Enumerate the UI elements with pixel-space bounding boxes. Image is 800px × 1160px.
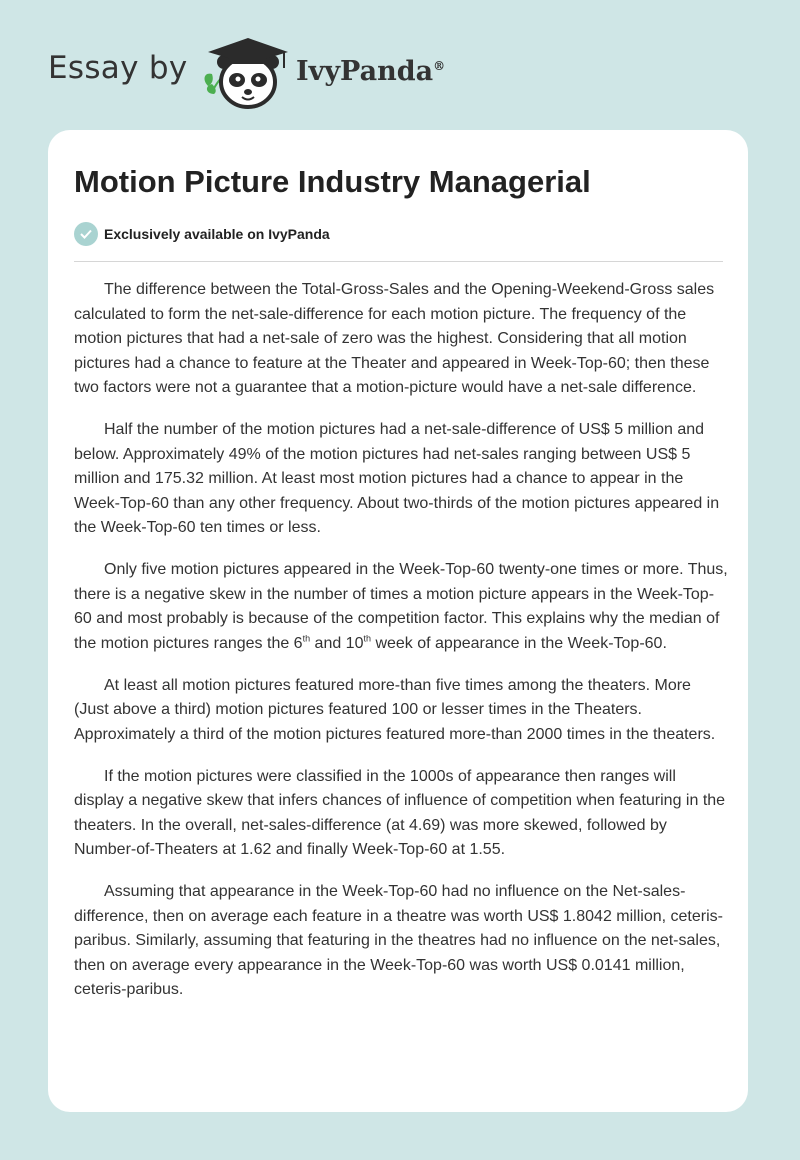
paragraph-text: Only five motion pictures appeared in the Week-Top-60 twenty-one times or more. Thus, there is a negative skew in the number of times a motion picture appears in the Week-Top-60 and most probably is because of the competition factor. This explains why the median of the motion pictures ranges the 6	[74, 561, 728, 652]
registered-mark: ®	[433, 59, 446, 73]
brand-text: IvyPanda	[296, 56, 434, 87]
paragraph	[74, 558, 728, 656]
paragraph-text: and 10	[310, 634, 364, 652]
site-header	[0, 0, 800, 130]
paragraph: Assuming that appearance in the Week-Top-60 had no influence on the Net-sales-difference, then on average each feature in a theatre was worth US$ 1.8042 million, ceteris-paribus. Similarly, assuming that featuring in the theatres had no influence on the net-sales, then on average every appearance in the Week-Top-60 was worth US$ 0.0141 million, ceteris-paribus.	[74, 883, 723, 998]
page-title: Motion Picture Industry Managerial	[74, 164, 591, 199]
check-circle-icon	[74, 222, 98, 246]
brand-name[interactable]	[296, 56, 445, 87]
ordinal-suffix: th	[302, 633, 311, 644]
exclusive-badge	[74, 222, 330, 246]
essay-card	[48, 130, 748, 1112]
title-divider	[74, 261, 723, 262]
exclusive-badge-label: Exclusively available on IvyPanda	[104, 226, 330, 242]
paragraph: If the motion pictures were classified in the 1000s of appearance then ranges will display a negative skew that infers chances of influence of competition when featuring in the theaters. In the overall, net-sales-difference (at 4.69) was more skewed, followed by Number-of-Theaters at 1.62 and finally Week-Top-60 at 1.55.	[74, 767, 726, 858]
paragraph: The difference between the Total-Gross-Sales and the Opening-Weekend-Gross sales calculated to form the net-sale-difference for each motion picture. The frequency of the motion pictures that had a net-sale of zero was the highest. Considering that all motion pictures had a chance to feature at the Theater and appeared in Week-Top-60; then these two factors were not a guarantee that a motion-picture would have a net-sale difference.	[74, 281, 715, 396]
ivypanda-logo-icon[interactable]	[200, 34, 296, 110]
paragraph: At least all motion pictures featured more-than five times among the theaters. More (Just above a third) motion pictures featured 100 or lesser times in the Theaters. Approximately a third of the motion pictures featured more-than 2000 times in the theaters.	[74, 676, 716, 743]
paragraph: Half the number of the motion pictures had a net-sale-difference of US$ 5 million and below. Approximately 49% of the motion pictures had net-sales ranging between US$ 5 million and 175.32 million. At least most motion pictures had a chance to appear in the Week-Top-60 than any other frequency. About two-thirds of the motion pictures appeared in the Week-Top-60 ten times or less.	[74, 421, 720, 536]
ordinal-suffix: th	[363, 633, 371, 644]
paragraph-text: week of appearance in the Week-Top-60.	[371, 634, 667, 652]
essay-by-label: Essay by	[48, 50, 188, 86]
essay-body	[74, 278, 728, 1020]
